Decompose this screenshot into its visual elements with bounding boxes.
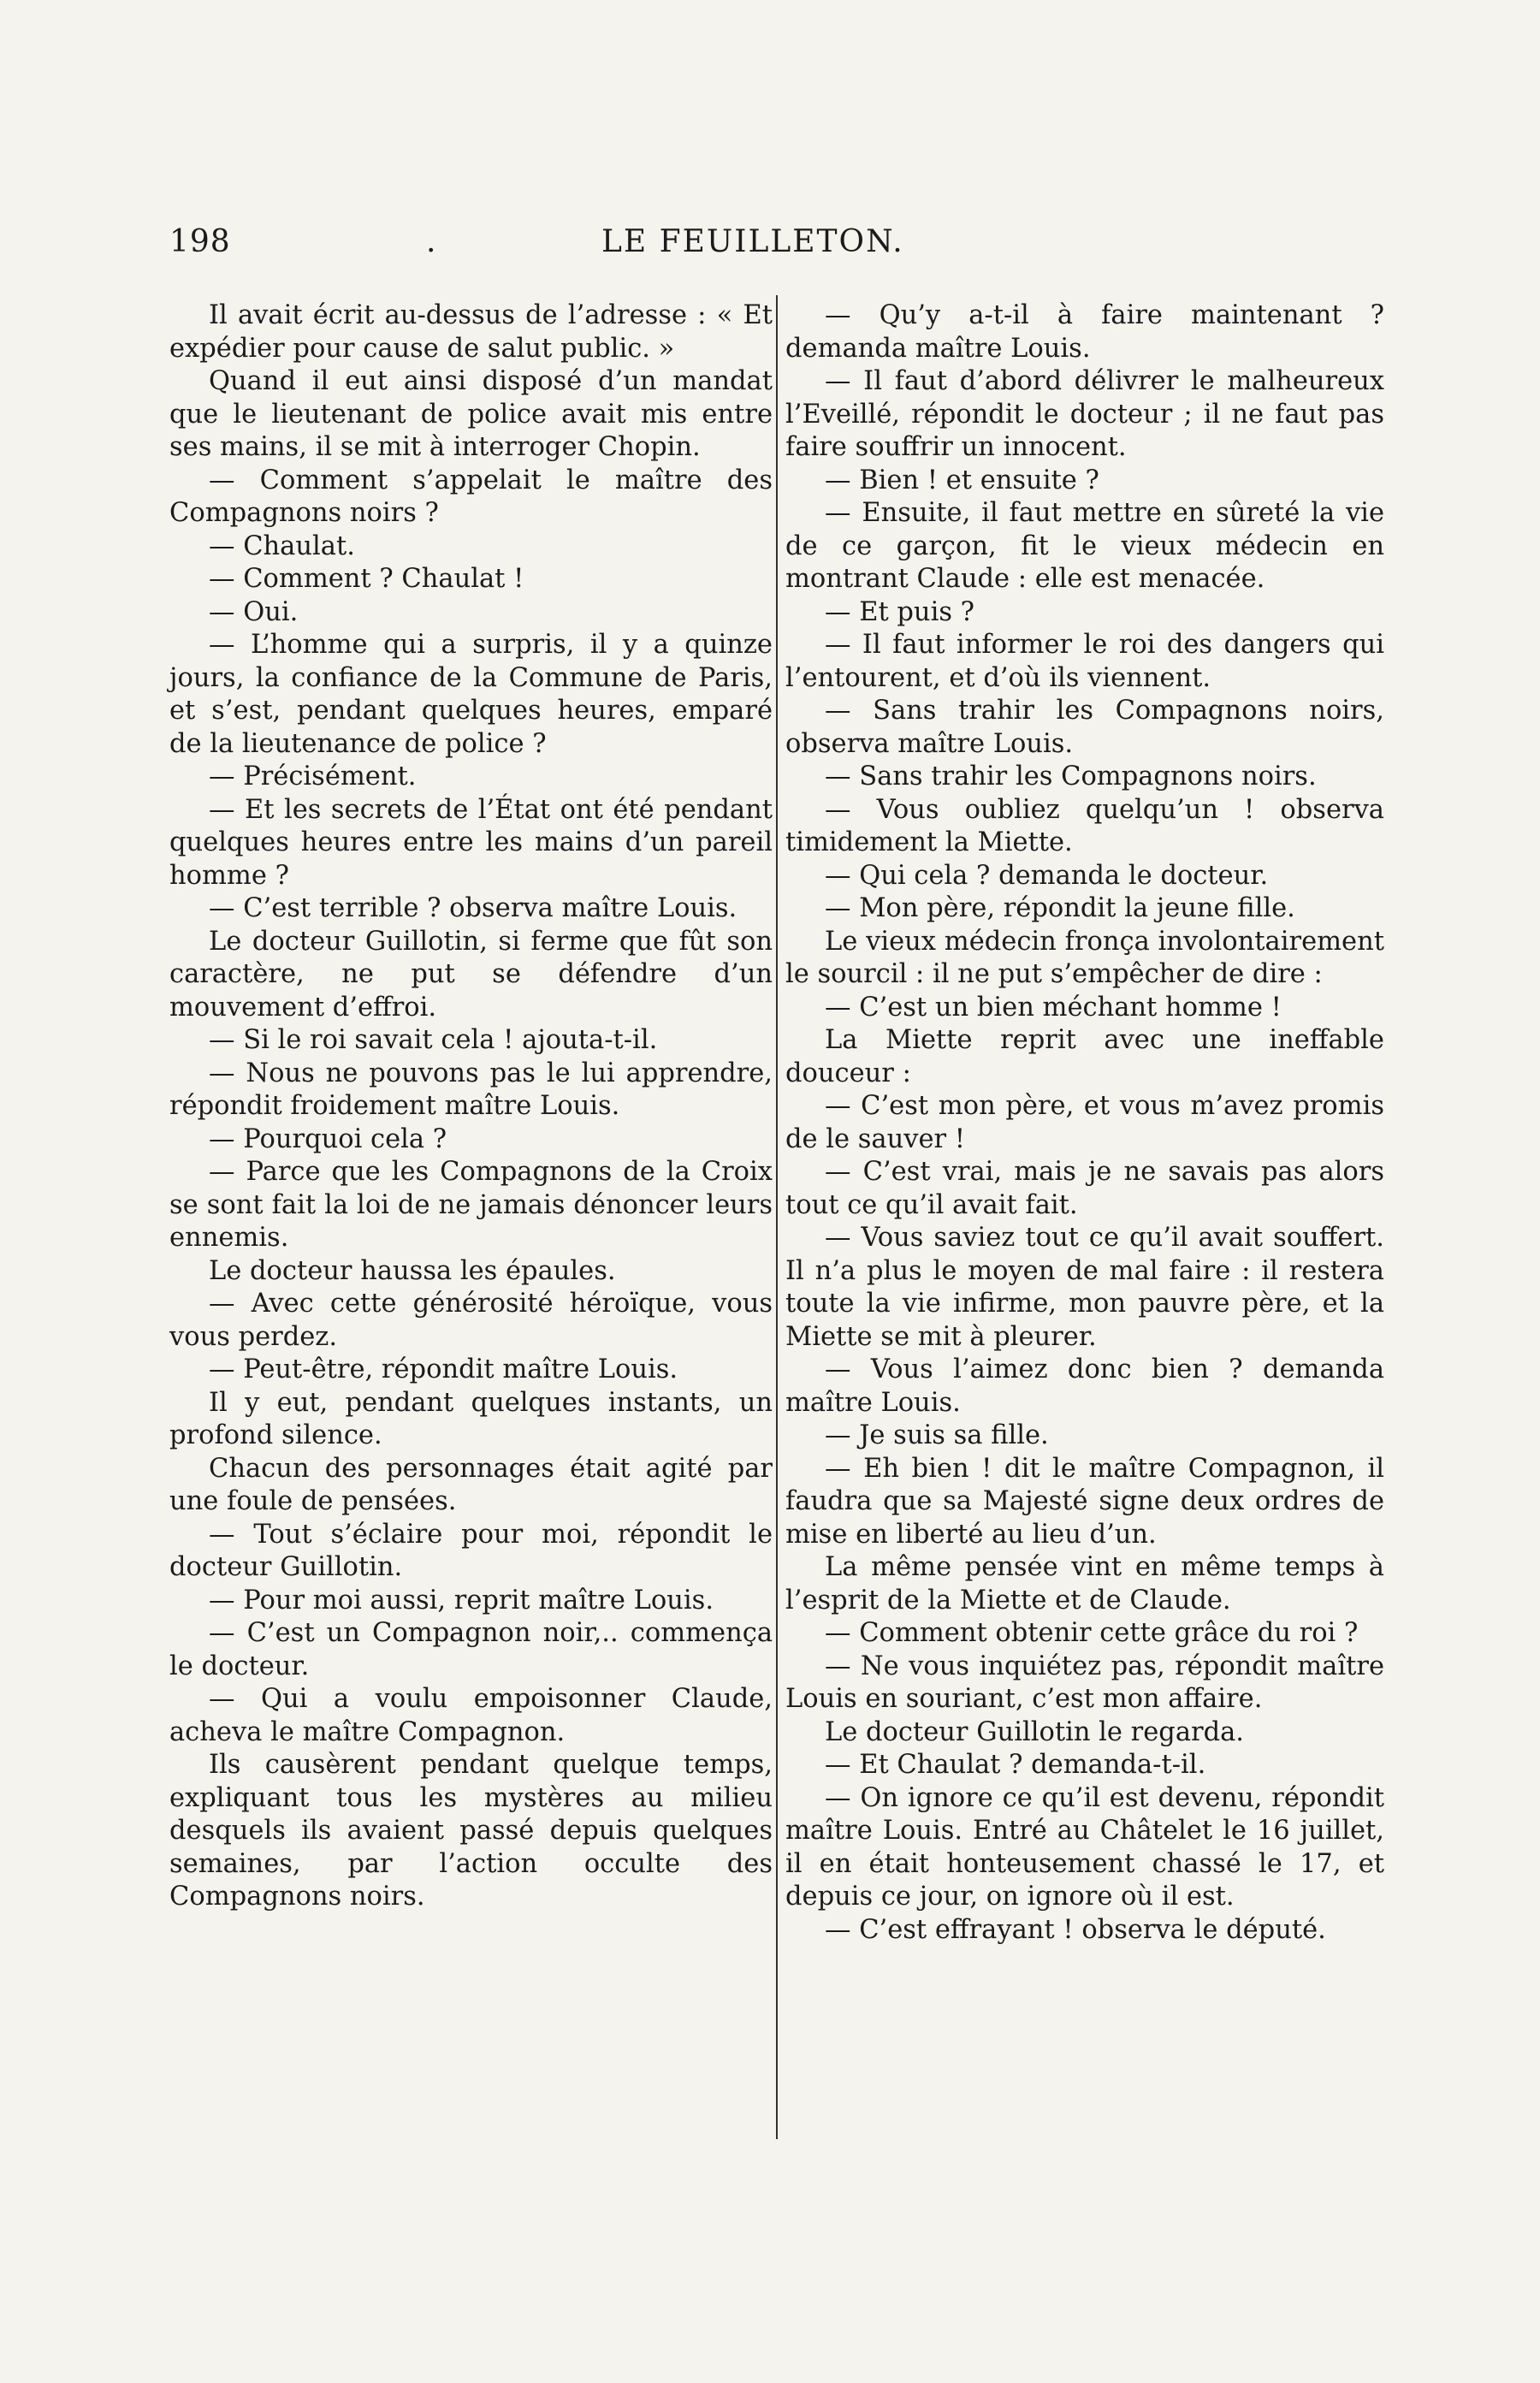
paragraph: — Comment ? Chaulat ! [209, 564, 524, 594]
paragraph: — Vous saviez tout ce qu’il avait souffert. Il n’a plus le moyen de mal faire : il restera toute la vie infirme, mon pauvre père, et la Miette se mit à pleurer. [785, 1223, 1384, 1352]
paragraph: — Pourquoi cela ? [209, 1123, 447, 1154]
page-number: 198 [169, 224, 231, 259]
paragraph: Ils causèrent pendant quelque temps, expliquant tous les mystères au milieu desquels ils avaient passé depuis quelques semaines, par l’action occulte des Compagnons noirs. [169, 1750, 773, 1912]
paragraph: — Et puis ? [825, 596, 975, 627]
paragraph: Chacun des personnages était agité par une foule de pensées. [169, 1453, 773, 1516]
paragraph: Le docteur Guillotin le regarda. [825, 1716, 1244, 1747]
paragraph: — Qu’y a-t-il à faire maintenant ? demanda maître Louis. [785, 300, 1384, 364]
paragraph: — C’est mon père, et vous m’avez promis de le sauver ! [785, 1091, 1384, 1154]
paragraph: — L’homme qui a surpris, il y a quinze jours, la confiance de la Commune de Paris, et s’est, pendant quelques heures, emparé de la lieutenance de police ? [169, 630, 773, 759]
header-separator: . [426, 224, 437, 259]
column-divider [776, 295, 778, 2139]
paragraph: — Sans trahir les Compagnons noirs, observa maître Louis. [785, 696, 1384, 759]
running-head [169, 224, 1384, 276]
paragraph: Le docteur Guillotin, si ferme que fût son caractère, ne put se défendre d’un mouvement d’effroi. [169, 926, 773, 1023]
paragraph: — Il faut d’abord délivrer le malheureux l’Eveillé, répondit le docteur ; il ne faut pas faire souffrir un innocent. [785, 366, 1384, 462]
paragraph: — Précisément. [209, 762, 417, 791]
paragraph: — Avec cette générosité héroïque, vous vous perdez. [169, 1289, 773, 1352]
paragraph: — Sans trahir les Compagnons noirs. [825, 762, 1317, 791]
paragraph: — On ignore ce qu’il est devenu, répondit maître Louis. Entré au Châtelet le 16 juillet, il en était honteusement chassé le 17, et depuis ce jour, on ignore où il est. [785, 1782, 1384, 1912]
paragraph: — Parce que les Compagnons de la Croix se sont fait la loi de ne jamais dénoncer leurs ennemis. [169, 1157, 773, 1253]
paragraph: — Vous l’aimez donc bien ? demanda maître Louis. [785, 1355, 1384, 1418]
paragraph: Il avait écrit au-dessus de l’adresse : « Et expédier pour cause de salut public. » [169, 300, 773, 364]
paragraph: La même pensée vint en même temps à l’esprit de la Miette et de Claude. [785, 1552, 1384, 1615]
paragraph: — Il faut informer le roi des dangers qui l’entourent, et d’où ils viennent. [785, 630, 1384, 693]
paragraph: — Et Chaulat ? demanda-t-il. [825, 1750, 1206, 1780]
paragraph: — C’est un bien méchant homme ! [825, 992, 1282, 1023]
paragraph: — Bien ! et ensuite ? [825, 465, 1099, 495]
paragraph: — Peut-être, répondit maître Louis. [209, 1355, 678, 1384]
paragraph: — Je suis sa fille. [825, 1420, 1049, 1450]
paragraph: — Ensuite, il faut mettre en sûreté la vie de ce garçon, fit le vieux médecin en montrant Claude : elle est menacée. [785, 498, 1384, 594]
paragraph: — Ne vous inquiétez pas, répondit maître Louis en souriant, c’est mon affaire. [785, 1651, 1384, 1714]
paragraph: Le vieux médecin fronça involontairement le sourcil : il ne put s’empêcher de dire : [785, 926, 1384, 989]
paragraph: — Nous ne pouvons pas le lui apprendre, répondit froidement maître Louis. [169, 1058, 773, 1121]
paragraph: — Et les secrets de l’État ont été pendant quelques heures entre les mains d’un pareil homme ? [169, 794, 773, 891]
paragraph: — Chaulat. [209, 531, 355, 561]
paragraph: — Pour moi aussi, reprit maître Louis. [209, 1585, 714, 1615]
page-title: LE FEUILLETON. [601, 224, 904, 259]
paragraph: — C’est effrayant ! observa le député. [825, 1914, 1326, 1945]
left-column [169, 299, 773, 1914]
paragraph: — Qui cela ? demanda le docteur. [825, 860, 1269, 891]
paragraph: Il y eut, pendant quelques instants, un profond silence. [169, 1387, 773, 1450]
paragraph: — Si le roi savait cela ! ajouta-t-il. [209, 1025, 658, 1055]
paragraph: — Comment obtenir cette grâce du roi ? [825, 1618, 1359, 1648]
paragraph: — Oui. [209, 596, 299, 627]
paragraph: — Comment s’appelait le maître des Compagnons noirs ? [169, 465, 773, 528]
right-column [785, 299, 1384, 1947]
paragraph: — Vous oubliez quelqu’un ! observa timidement la Miette. [785, 794, 1384, 857]
paragraph: — Tout s’éclaire pour moi, répondit le docteur Guillotin. [169, 1519, 773, 1582]
paragraph: — C’est vrai, mais je ne savais pas alors tout ce qu’il avait fait. [785, 1157, 1384, 1220]
paragraph: — C’est terrible ? observa maître Louis. [209, 893, 737, 923]
paragraph: — C’est un Compagnon noir,.. commença le docteur. [169, 1618, 773, 1681]
paragraph: — Eh bien ! dit le maître Compagnon, il faudra que sa Majesté signe deux ordres de mise en liberté au lieu d’un. [785, 1453, 1384, 1550]
paragraph: Quand il eut ainsi disposé d’un mandat que le lieutenant de police avait mis entre ses mains, il se mit à interroger Chopin. [169, 366, 773, 462]
paragraph: — Mon père, répondit la jeune fille. [825, 893, 1295, 923]
paragraph: — Qui a voulu empoisonner Claude, acheva le maître Compagnon. [169, 1684, 773, 1747]
paragraph: La Miette reprit avec une ineffable douceur : [785, 1025, 1384, 1088]
paragraph: Le docteur haussa les épaules. [209, 1255, 616, 1286]
